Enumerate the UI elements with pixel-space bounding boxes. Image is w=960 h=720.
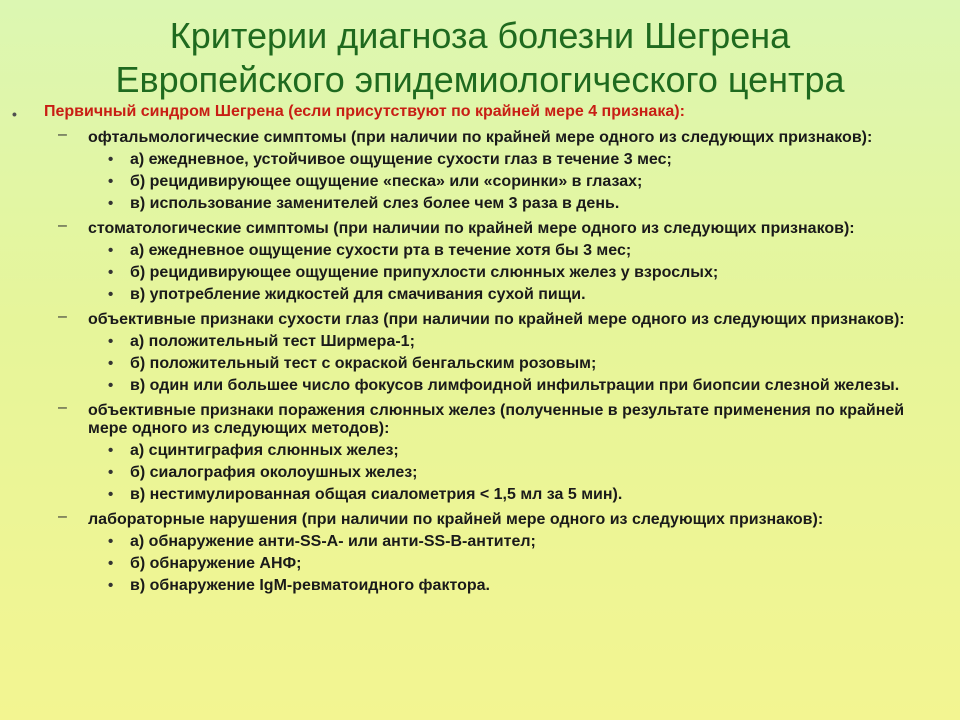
list-item: [108, 533, 930, 551]
criteria-list: [0, 102, 960, 595]
group-heading-text: лабораторные нарушения (при наличии по крайней мере одного из следующих признаков):: [88, 511, 824, 528]
group-heading-text: объективные признаки поражения слюнных желез (полученные в результате применения по крайней мере одного из следующих методов):: [88, 402, 905, 437]
bullet-icon: •: [108, 442, 114, 459]
list-item-text: б) сиалография околоушных желез;: [130, 464, 418, 481]
group-heading-text: офтальмологические симптомы (при наличии по крайней мере одного из следующих признаков):: [88, 129, 873, 146]
list-item-text: а) ежедневное ощущение сухости рта в течение хотя бы 3 мес;: [130, 242, 632, 259]
dash-icon: –: [58, 508, 67, 525]
list-item-text: б) рецидивирующее ощущение «песка» или «соринки» в глазах;: [130, 173, 643, 190]
list-item: [108, 486, 930, 504]
bullet-icon: •: [108, 173, 114, 190]
list-item-text: б) рецидивирующее ощущение припухлости слюнных желез у взрослых;: [130, 264, 719, 281]
group-heading: [58, 508, 938, 529]
slide-title: [0, 14, 960, 102]
bullet-icon: •: [108, 333, 114, 350]
list-item-text: б) положительный тест с окраской бенгальским розовым;: [130, 355, 597, 372]
list-item: [108, 333, 930, 351]
list-item: [108, 377, 930, 395]
dash-icon: –: [58, 126, 67, 143]
criteria-group: [58, 126, 938, 213]
list-item-text: а) сцинтиграфия слюнных желез;: [130, 442, 399, 459]
list-item: [108, 151, 930, 169]
list-item-text: б) обнаружение АНФ;: [130, 555, 302, 572]
title-line-1: Критерии диагноза болезни Шегрена: [169, 15, 791, 56]
list-item-text: а) обнаружение анти-SS-A- или анти-SS-B-антител;: [130, 533, 536, 550]
list-item: [108, 286, 930, 304]
bullet-icon: •: [12, 106, 17, 122]
bullet-icon: •: [108, 464, 114, 481]
dash-icon: –: [58, 308, 67, 325]
group-heading: [58, 126, 938, 147]
bullet-icon: •: [108, 151, 114, 168]
list-item-text: а) положительный тест Ширмера-1;: [130, 333, 415, 350]
group-heading: [58, 399, 938, 438]
main-criterion-text: Первичный синдром Шегрена (если присутствуют по крайней мере 4 признака):: [44, 103, 685, 120]
group-heading-text: объективные признаки сухости глаз (при наличии по крайней мере одного из следующих признаков):: [88, 311, 905, 328]
list-item: [108, 173, 930, 191]
list-item-text: в) один или большее число фокусов лимфоидной инфильтрации при биопсии слезной железы.: [130, 377, 900, 394]
criteria-group: [58, 399, 938, 504]
criteria-group: [58, 217, 938, 304]
list-item-text: в) использование заменителей слез более чем 3 раза в день.: [130, 195, 620, 212]
group-heading: [58, 308, 938, 329]
group-heading-text: стоматологические симптомы (при наличии по крайней мере одного из следующих признаков):: [88, 220, 855, 237]
bullet-icon: •: [108, 242, 114, 259]
dash-icon: –: [58, 217, 67, 234]
bullet-icon: •: [108, 377, 114, 394]
list-item: [108, 555, 930, 573]
bullet-icon: •: [108, 286, 114, 303]
bullet-icon: •: [108, 195, 114, 212]
criteria-group: [58, 508, 938, 595]
list-item-text: в) употребление жидкостей для смачивания сухой пищи.: [130, 286, 586, 303]
list-item-text: в) нестимулированная общая сиалометрия < 1,5 мл за 5 мин).: [130, 486, 623, 503]
criteria-groups: [0, 126, 960, 595]
bullet-icon: •: [108, 355, 114, 372]
list-item: [108, 195, 930, 213]
bullet-icon: •: [108, 533, 114, 550]
bullet-icon: •: [108, 577, 114, 594]
criteria-group: [58, 308, 938, 395]
list-item: [108, 464, 930, 482]
bullet-icon: •: [108, 486, 114, 503]
group-heading: [58, 217, 938, 238]
list-item: [108, 355, 930, 373]
list-item-text: в) обнаружение IgM-ревматоидного фактора.: [130, 577, 490, 594]
title-line-2: Европейского эпидемиологического центра: [115, 59, 845, 100]
bullet-icon: •: [108, 264, 114, 281]
list-item: [108, 442, 930, 460]
dash-icon: –: [58, 399, 67, 416]
list-item: [108, 242, 930, 260]
list-item: [108, 264, 930, 282]
main-criterion: [12, 102, 924, 122]
bullet-icon: •: [108, 555, 114, 572]
list-item-text: а) ежедневное, устойчивое ощущение сухости глаз в течение 3 мес;: [130, 151, 672, 168]
list-item: [108, 577, 930, 595]
